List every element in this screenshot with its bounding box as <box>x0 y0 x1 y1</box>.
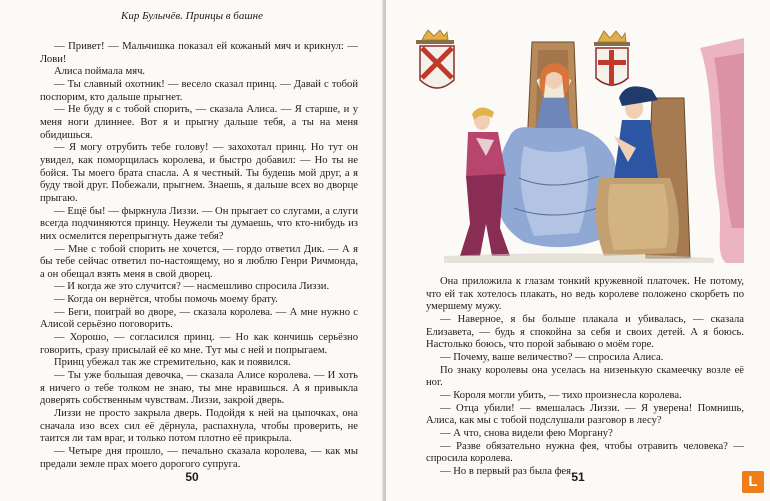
paragraph: — Не буду я с тобой спорить, — сказала Алиса. — Я старше, и у меня ноги длиннее. Вот я и прыгну дальше тебя, а ты на меня обидишься. <box>40 104 358 141</box>
boy-figure <box>460 107 510 256</box>
illustration-queen-and-children <box>414 28 744 263</box>
paragraph: — Отца убили! — вмешалась Лиззи. — Я уверена! Помнишь, Алиса, как мы с тобой подслушали разговор в лесу? <box>426 402 744 427</box>
paragraph: По знаку королевы она уселась на низенькую скамеечку возле её ног. <box>426 364 744 389</box>
publisher-logo-icon <box>742 471 764 493</box>
paragraph: — Но в первый раз была фея. <box>440 465 574 477</box>
running-title: Кир Булычёв. Принцы в башне <box>121 10 263 22</box>
paragraph: — Наверное, я бы больше плакала и убивалась, — сказала Елизавета, — будь я спокойна за себя и своих детей. А я боюсь. Настолько боюсь, что порой забываю о моём горе. <box>426 313 744 351</box>
paragraph: — Я могу отрубить тебе голову! — захохотал принц. Но тут он увидел, как поморщилась королева, и быстро добавил: — Но ты не бойся. Ты моего брата спасла. А я честный. Ты будешь мой друг, а я буду твой друг. Побежали, прыгнем. Знаешь, я дальше всех во дворце прыгаю. <box>40 142 358 204</box>
paragraph: — Короля могли убить, — тихо произнесла королева. <box>440 389 682 401</box>
paragraph: Лиззи не просто закрыла дверь. Подойдя к ней на цыпочках, она сначала изо всех сил её дёрнула, распахнула, чтобы проверить, не таится ли там враг, и только потом плотно её прикрыла. <box>40 408 358 445</box>
paragraph: Принц убежал так же стремительно, как и появился. <box>54 357 291 369</box>
paragraph: Она приложила к глазам тонкий кружевной платочек. Не потому, что ей так хотелось плакать, но ведь королеве положено скорбеть по умершему мужу. <box>426 276 744 313</box>
right-page-text <box>426 276 744 479</box>
paragraph: — Разве обязательно нужна фея, чтобы отравить человека? — спросила королева. <box>426 440 744 465</box>
publisher-logo-letter: L <box>748 473 758 490</box>
left-page <box>0 0 384 501</box>
shield-right-icon <box>594 31 630 86</box>
paragraph: — Мне с тобой спорить не хочется, — гордо ответил Дик. — А я бы тебе сейчас ответил по-настоящему, но я люблю Генри Ричмонда, а он обещал взять меня в свой дворец. <box>40 243 358 280</box>
page-number-left: 50 <box>185 470 199 484</box>
paragraph: — Почему, ваше величество? — спросила Алиса. <box>440 351 664 363</box>
paragraph: — Ещё бы! — фыркнула Лиззи. — Он прыгает со слугами, а слуги всегда подчиняются принцу. Неужели ты думаешь, что кто-нибудь из них осмелится перепрыгнуть даже тебя? <box>40 205 358 242</box>
paragraph: — Когда он вернётся, чтобы помочь моему брату. <box>54 294 278 306</box>
paragraph: — А что, снова видели фею Моргану? <box>440 427 613 439</box>
paragraph: — И когда же это случится? — насмешливо спросила Лиззи. <box>54 281 330 293</box>
paragraph: — Хорошо, — согласился принц. — Но как кончишь серьёзно говорить, сразу присылай её ко мне. Тут мы с ней и попрыгаем. <box>40 332 358 356</box>
right-page <box>386 0 770 501</box>
paragraph: — Четыре дня прошло, — печально сказала королева, — как мы предали земле прах моего дорогого супруга. <box>40 446 358 470</box>
paragraph: — Ты славный охотник! — весело сказал принц. — Давай с тобой поспорим, кто дальше прыгнет. <box>40 78 358 103</box>
paragraph: — Привет! — Мальчишка показал ей кожаный мяч и крикнул: — Лови! <box>40 41 358 65</box>
paragraph: — Ты уже большая девочка, — сказала Алисе королева. — И хоть я ничего о тебе толком не знаю, ты мне нравишься. А я привыкла доверять собственным чувствам. Лиззи, закрой дверь. <box>40 370 358 407</box>
page-number-right: 51 <box>571 470 585 484</box>
left-page-text <box>40 41 358 471</box>
shield-left-icon <box>416 30 454 88</box>
paragraph: — Беги, поиграй во дворе, — сказала королева. — А мне нужно с Алисой серьёзно поговорить. <box>40 306 358 331</box>
paragraph: Алиса поймала мяч. <box>54 66 146 78</box>
